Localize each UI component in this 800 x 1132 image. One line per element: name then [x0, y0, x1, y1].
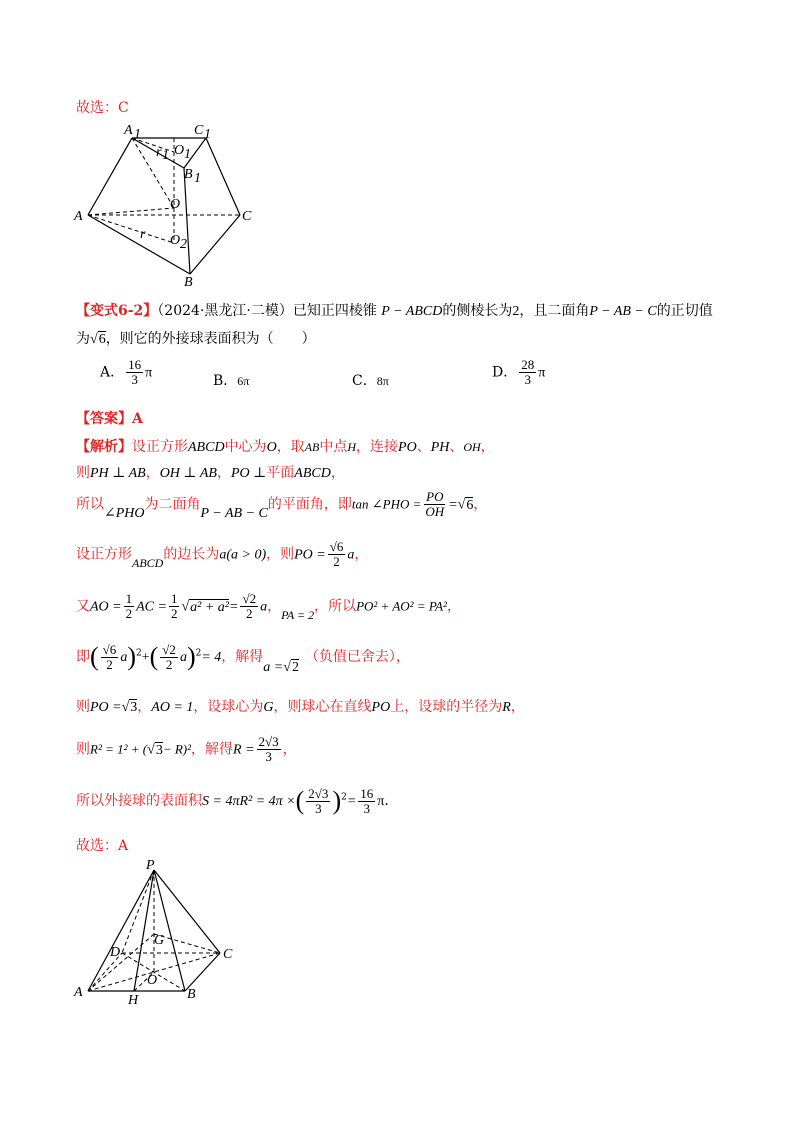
option-b: B．6π [213, 373, 250, 389]
option-c: C．8π [352, 373, 389, 389]
label-D: D [110, 945, 121, 960]
label-C: C [242, 209, 252, 224]
label-A1: A [124, 123, 133, 138]
label-O2: O [170, 233, 181, 248]
pyramid-figure [70, 856, 245, 1006]
svg-text:1: 1 [162, 148, 169, 163]
solution-line-7: 则PO =√3，AO = 1，设球心为G，则球心在直线PO上，设球的半径为R， [76, 699, 525, 715]
label-A: A [74, 209, 83, 224]
svg-text:1: 1 [204, 127, 211, 142]
label-P: P [146, 858, 155, 873]
option-d: D． $\frac{28}{3}$ π [492, 357, 546, 387]
label-r1: r [156, 145, 162, 160]
solution-line-9: 所以外接球的表面积S = 4πR² = 4π ×( $\frac{2√3}{3}$ )$^2$= $\frac{16}{3}$ π. [76, 785, 389, 816]
label-A: A [74, 985, 83, 1000]
solution-line-3: 所以∠PHO为二面角P − AB − C的平面角，即tan ∠PHO = $\frac{PO}{OH}$ =√6， [76, 489, 488, 521]
label-C1: C [194, 123, 204, 138]
svg-text:1: 1 [194, 171, 201, 186]
label-O: O [170, 197, 181, 212]
option-a: A． $\frac{16}{3}$ π [100, 357, 153, 387]
top-answer: 故选：C [76, 100, 129, 116]
solution-line-4: 设正方形ABCD的边长为a(a > 0)，则PO = $\frac{√6}{2}$ a， [76, 539, 369, 570]
frustum-figure [70, 118, 260, 288]
label-G: G [154, 933, 165, 948]
problem-line-1: 【变式6-2】（2024·黑龙江·二模）已知正四棱锥 P − ABCD的侧棱长为2，且二面角P − AB − C的正切值 [76, 303, 713, 319]
svg-text:1: 1 [184, 147, 191, 162]
problem-line-2: 为√6，则它的外接球表面积为（ ） [76, 331, 316, 347]
solution-line-2: 则PH ⊥ AB，OH ⊥ AB，PO ⊥平面ABCD， [76, 465, 345, 481]
solution-line-6: 即( $\frac{√6}{2}$ a)$^2$+( $\frac{√2}{2}$ a)$^2$= 4，解得a =√2（负值已舍去）， [76, 641, 410, 675]
label-B: B [187, 987, 196, 1002]
label-O: O [147, 973, 158, 988]
svg-text:2: 2 [180, 237, 187, 252]
solution-line-5: 又AO = $\frac{1}{2}$ AC = $\frac{1}{2}$ √a² + a²= $\frac{√2}{2}$ a，PA = 2，所以PO² + AO² = PA²， [76, 591, 461, 622]
bottom-answer: 故选：A [76, 838, 129, 854]
label-O1: O [174, 143, 185, 158]
answer-tag: 【答案】A [76, 411, 143, 427]
svg-text:1: 1 [134, 127, 141, 142]
label-r: r [140, 227, 146, 242]
label-H: H [128, 993, 139, 1006]
label-C: C [223, 947, 233, 962]
solution-line-1: 【解析】设正方形ABCD中心为O，取AB中点H，连接PO、PH、OH， [76, 439, 495, 455]
solution-line-8: 则R² = 1² + (√3− R)²，解得R = $\frac{2√3}{3}$ ， [76, 734, 297, 764]
label-B: B [184, 275, 193, 288]
variant-tag: 【变式6-2】 [76, 303, 158, 319]
label-B1: B [184, 167, 193, 182]
